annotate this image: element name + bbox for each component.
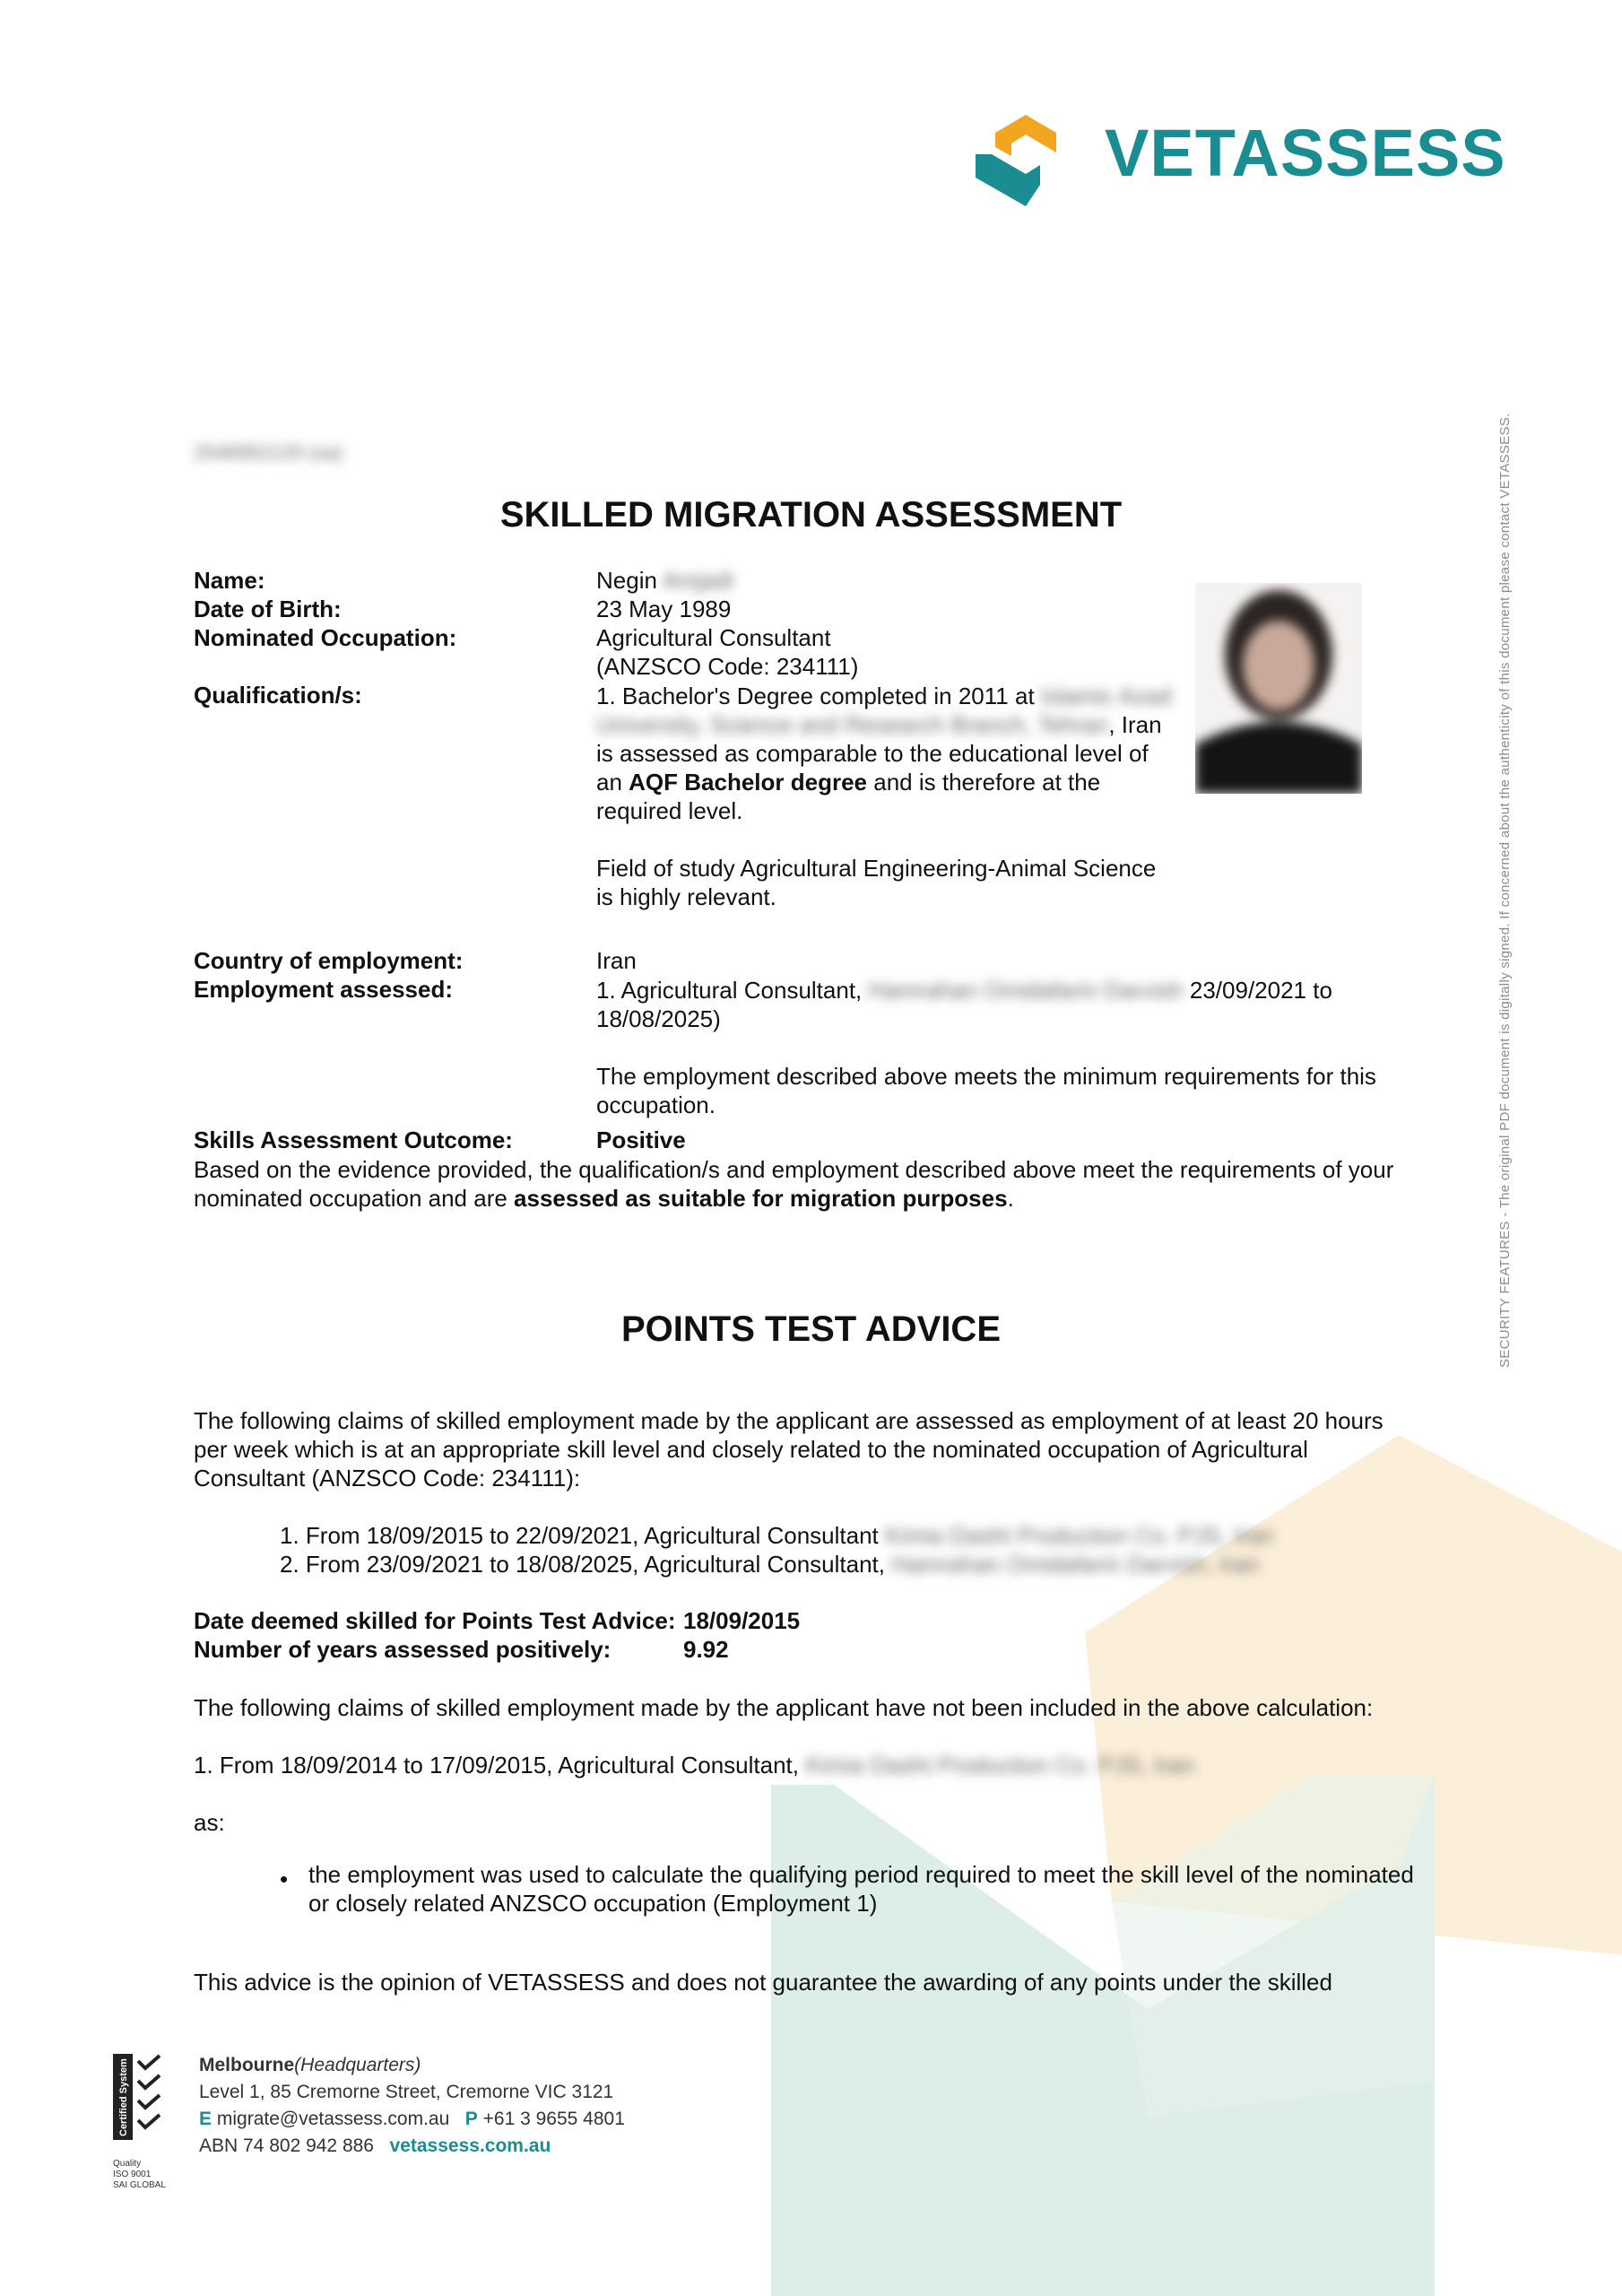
assessment-title: SKILLED MIGRATION ASSESSMENT <box>499 495 1123 535</box>
qualification-text: 1. Bachelor's Degree completed in 2011 at Islamic Azad University, Science and Research Branch, Tehran, Iran is assessed as comparable to the educational level of an AQF Bachelor degree and is therefore at the required level. <box>596 683 1172 824</box>
name-redacted: Amjadi <box>662 567 734 594</box>
employment-label: Employment assessed: <box>194 976 454 1003</box>
footer-abn: ABN 74 802 942 886 <box>199 2135 374 2156</box>
list-item: 2. From 23/09/2021 to 18/08/2025, Agricultural Consultant, Hamrahan Omidafarin Darvish, Iran <box>280 1551 1260 1578</box>
vetassess-logo-text: VETASSESS <box>1105 116 1506 190</box>
security-features-note: SECURITY FEATURES - The original PDF document is digitally signed. If concerned about the authenticity of this document please contact VETASSESS. <box>1497 413 1513 1368</box>
applicant-photo <box>1195 583 1362 794</box>
claims-list <box>280 1521 1274 1578</box>
list-item: 1. From 18/09/2015 to 22/09/2021, Agricultural Consultant Kimia Dasht Production Co. PJS, Iran <box>280 1522 1274 1549</box>
employment-note: The employment described above meets the minimum requirements for this occupation. <box>596 1063 1376 1118</box>
country-label: Country of employment: <box>194 947 464 974</box>
as-label: as: <box>194 1809 225 1836</box>
certification-badge: Certified System Quality ISO 9001 SAI GLOBAL <box>113 2054 172 2179</box>
qualification-label: Qualification/s: <box>194 682 362 709</box>
reference-number: 2546952120 (sa) <box>194 441 343 464</box>
bullet-text: the employment was used to calculate the qualifying period required to meet the skill level of the nominated or closely related ANZSCO occupation (Employment 1) <box>308 1861 1414 1917</box>
vetassess-logo-icon <box>976 115 1076 206</box>
bullet-icon: • <box>280 1866 289 1892</box>
svg-text:Certified System: Certified System <box>118 2058 129 2136</box>
occupation-code: (ANZSCO Code: 234111) <box>596 653 859 680</box>
points-title: POINTS TEST ADVICE <box>620 1309 1001 1349</box>
outcome-label: Skills Assessment Outcome: <box>194 1126 513 1153</box>
years-label: Number of years assessed positively: <box>194 1636 612 1663</box>
footer-email[interactable]: migrate@vetassess.com.au <box>216 2109 450 2129</box>
footer-contact: Melbourne(Headquarters) Level 1, 85 Cremorne Street, Cremorne VIC 3121 E migrate@vetassess.com.au P +61 3 9655 4801 ABN 74 802 942 886 vetassess.com.au <box>199 2055 625 2156</box>
outcome-value: Positive <box>596 1126 686 1153</box>
date-skilled-label: Date deemed skilled for Points Test Advice: <box>194 1607 676 1634</box>
name-value: Negin Amjadi <box>596 567 734 594</box>
occupation-label: Nominated Occupation: <box>194 624 457 651</box>
footer-phone: +61 3 9655 4801 <box>482 2109 625 2129</box>
excluded-intro: The following claims of skilled employment made by the applicant have not been included in the above calculation: <box>194 1694 1374 1721</box>
name-label: Name: <box>194 567 265 594</box>
country-value: Iran <box>596 947 637 974</box>
dob-value: 23 May 1989 <box>596 596 732 622</box>
points-intro: The following claims of skilled employment made by the applicant are assessed as employment of at least 20 hours per week which is at an appropriate skill level and closely related to the nominated occupation of Agricultural Consultant (ANZSCO Code: 234111): <box>194 1407 1383 1492</box>
employment-text: 1. Agricultural Consultant, Hamrahan Omidafarin Darvish 23/09/2021 to 18/08/2025) <box>596 977 1332 1032</box>
field-of-study: Field of study Agricultural Engineering-Animal Science is highly relevant. <box>596 855 1157 910</box>
dob-label: Date of Birth: <box>194 596 342 622</box>
occupation-value: Agricultural Consultant <box>596 624 831 651</box>
footer-website-link[interactable]: vetassess.com.au <box>389 2135 551 2156</box>
outcome-paragraph: Based on the evidence provided, the qualification/s and employment described above meet the requirements of your nominated occupation and are assessed as suitable for migration purposes. <box>194 1156 1394 1212</box>
disclaimer: This advice is the opinion of VETASSESS and does not guarantee the awarding of any points under the skilled <box>194 1969 1332 1996</box>
years-value: 9.92 <box>683 1636 729 1663</box>
excluded-claim: 1. From 18/09/2014 to 17/09/2015, Agricultural Consultant, Kimia Dasht Production Co. PJS, Iran <box>194 1752 1194 1779</box>
date-skilled-value: 18/09/2015 <box>683 1607 801 1634</box>
footer-address: Level 1, 85 Cremorne Street, Cremorne VIC 3121 <box>199 2082 614 2102</box>
